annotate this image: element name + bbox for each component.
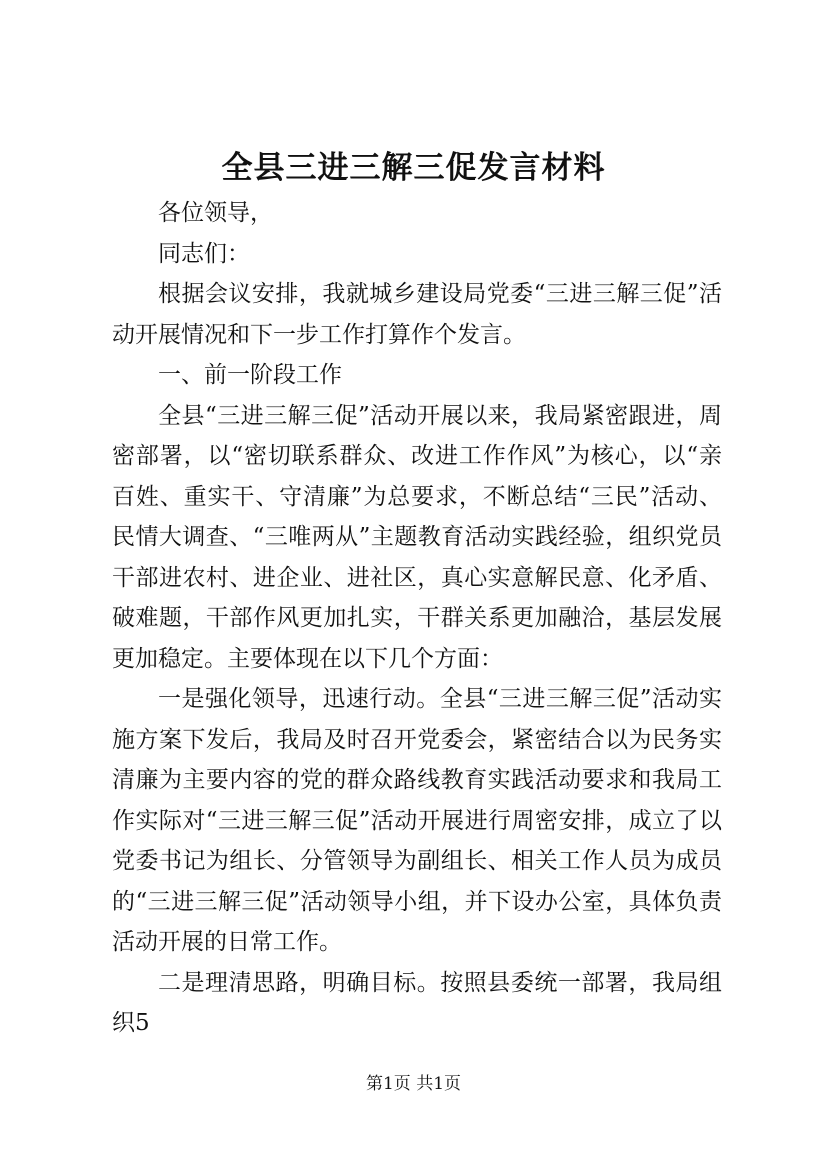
point-two-paragraph: 二是理清思路，明确目标。按照县委统一部署，我局组织5: [112, 969, 722, 1036]
intro-paragraph: 根据会议安排，我就城乡建设局党委“三进三解三促”活动开展情况和下一步工作打算作个发言。: [112, 281, 722, 348]
page-footer: 第1页 共1页: [365, 1074, 462, 1094]
point-one-paragraph: 一是强化领导，迅速行动。全县“三进三解三促”活动实施方案下发后，我局及时召开党委会，紧密结合以为民务实清廉为主要内容的党的群众路线教育实践活动要求和我局工作实际对“三进三解三促”活动开展进行周密安排，成立了以党委书记为组长、分管领导为副组长、相关工作人员为成员的“三进三解三促”活动领导小组，并下设办公室，具体负责活动开展的日常工作。: [112, 686, 722, 955]
summary-paragraph: 全县“三进三解三促”活动开展以来，我局紧密跟进，周密部署，以“密切联系群众、改进工作作风”为核心，以“亲百姓、重实干、守清廉”为总要求，不断总结“三民”活动、民情大调查、“三唯两从”主题教育活动实践经验，组织党员干部进农村、进企业、进社区，真心实意解民意、化矛盾、破难题，干部作风更加扎实，干群关系更加融洽，基层发展更加稳定。主要体现在以下几个方面：: [112, 402, 722, 672]
section-heading: 一、前一阶段工作: [158, 362, 342, 388]
document-body: [112, 193, 722, 1044]
document-title: 全县三进三解三促发言材料: [221, 150, 606, 186]
salutation-comrades: 同志们：: [158, 240, 250, 267]
salutation-leaders: 各位领导，: [158, 200, 273, 226]
